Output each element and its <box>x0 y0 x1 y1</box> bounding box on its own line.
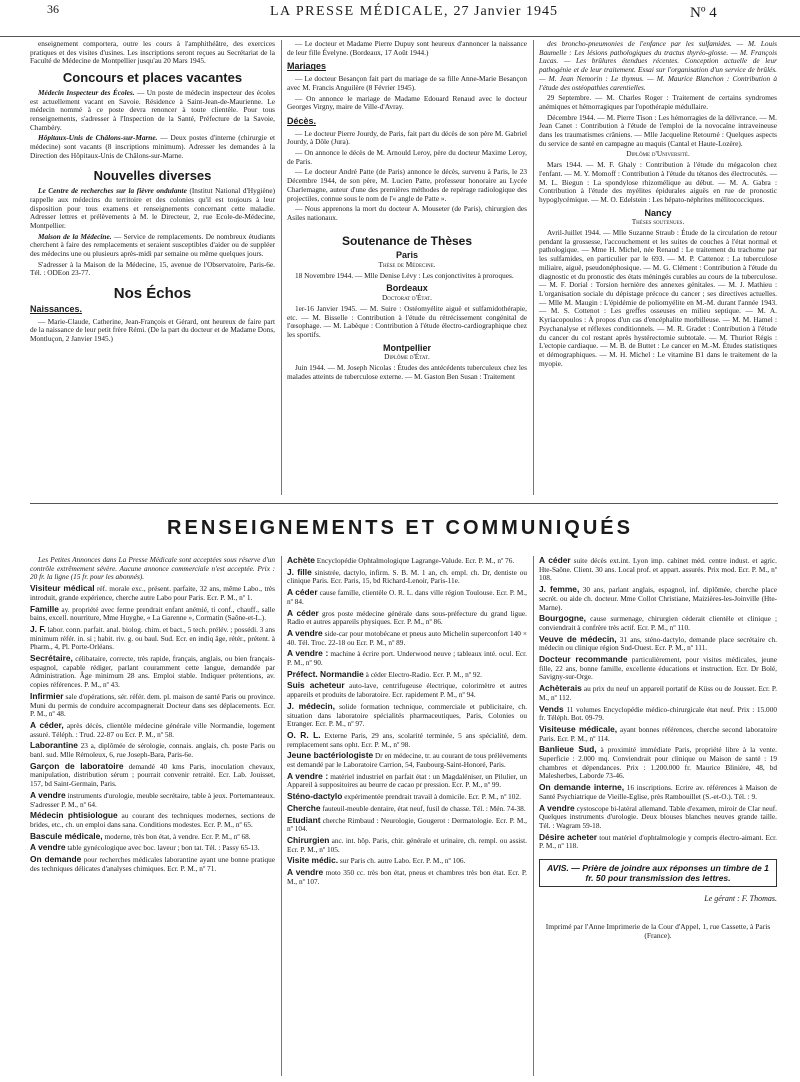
classified-ad <box>287 856 527 866</box>
classified-ad-text: ay. propriété avec ferme prendrait enfant anémié, ti conf., chauff., salle bains, excell. nourriture, Mme Huyghe, « La Garenne », Cormatin (Saône-et-L.). <box>30 604 275 623</box>
classified-ad-text: ayant bonnes références, cherche second laboratoire Paris. Ecr. P. M., nº 114. <box>539 724 777 743</box>
classified-ad-keyword: Suis acheteur <box>287 680 345 691</box>
classified-ad-keyword: Veuve de médecin, <box>539 633 617 644</box>
classified-ad <box>287 568 527 586</box>
classified-ad <box>287 804 527 814</box>
classified-ad-keyword: Préfect. Normandie <box>287 668 364 679</box>
classified-ad-keyword: J. femme, <box>539 584 580 595</box>
classified-ad-text: table gynécologique avec boc. laveur ; bon tat. Tél. : Passy 65-13. <box>67 843 260 853</box>
classified-ad-text: moderne, très bon état, à vendre. Ecr. P. M., nº 68. <box>104 831 251 841</box>
classifieds-column-1 <box>30 556 275 876</box>
classified-ad-keyword: Vends <box>539 703 564 714</box>
classified-ad-text: cause surmenage, chirurgien céderait clientèle et clinique ; conviendrait à confrère très actif. Ecr. P. M., nº 110. <box>539 614 778 632</box>
renseignements-heading: RENSEIGNEMENTS ET COMMUNIQUÉS <box>167 517 633 539</box>
classified-ad <box>287 772 527 790</box>
classified-ad-text: auto-lave, centrifugeuse électrique, colorimètre et autres appareils et produits de laboratoire. Ecr. rapidement P. M., nº 94. <box>287 681 527 700</box>
intro-paragraph: enseignement comportera, outre les cours à l'amphithéâtre, des exercices pratiques et des visites d'usines. Les inscriptions seront reçues au Secrétariat de la Faculté de Médecine de Montpellier jusqu'au 20 Mars 1945. <box>30 39 275 66</box>
deces-item: — Le docteur Pierre Jourdy, de Paris, fait part du décès de son père M. Gabriel Jourdy, à Dôle (Jura). <box>287 128 527 147</box>
classified-ad-keyword: A céder <box>539 555 571 565</box>
classified-ad <box>30 692 275 719</box>
gerant-line: Le gérant : F. Thomas. <box>704 894 777 904</box>
classified-ad <box>287 751 527 769</box>
classifieds-list <box>287 556 527 887</box>
classified-ad-keyword: Famille <box>30 603 59 614</box>
classified-ad <box>539 833 777 851</box>
classified-ad-text: à céder Electro-Radio. Ecr. P. M., nº 92. <box>365 669 482 679</box>
classified-ad-text: Dr en médecine, tr. au courant de tous prélèvements est demandé par le Laboratoire Carrion, 54, Faubourg-Saint-Honoré, Paris. <box>287 751 527 770</box>
city-heading-montpellier: Montpellier <box>382 342 431 353</box>
classified-ad-text: réf. morale exc., présent. parfaite, 32 ans, même Labo., très introduit, grande expérience, cherche autre Labo pour Paris. Ecr. P. M., nº 1. <box>30 584 275 602</box>
classified-ad-text: à proximité immédiate Paris, propriété libre à la vente. Superficie : 2.000 mq. Conviendrait pour clinique ou Maison de santé : 19 chambres et dépendances. Prix : 1.200.000 fr. Maurice Blinière, 48, bd Malesherbes, Laborde 73-46. <box>539 745 777 781</box>
classified-ad-keyword: On demande interne, <box>539 782 625 793</box>
classified-ad-keyword: Sténo-dactylo <box>287 791 343 802</box>
issue-date: 27 Janvier 1945 <box>453 4 558 19</box>
classified-ad <box>30 741 275 759</box>
classified-ad-text: pour recherches médicales laborantine ayant une bonne pratique des techniques délicates d'analyses chimiques. Ecr. P. M., nº 71. <box>30 855 275 873</box>
classified-ad <box>30 605 275 623</box>
classified-ad-text: Externe Paris, 29 ans, scolarité terminée, 5 ans spécialité, dem. remplacement sans opht. Ecr. P. M., nº 98. <box>287 730 528 749</box>
classified-ad <box>287 649 527 667</box>
these-item: des broncho-pneumonies de l'enfance par les sulfamides. — M. Louis Baumelle : Les lésions pathologiques du tractus thyréo-glosse. — M. François Lucas. — Les brûlures étendues récentes. Conception actuelle de leur pathogénie et de leur traitement. Essai sur l'organisation d'un service de brûlés. — M. Jean Nemorin : Le thymus. — M. Maurice Blanchon : Contribution à l'étude des ostéopathies carentielles. <box>539 39 777 92</box>
classified-ad-keyword: A vendre <box>287 627 323 638</box>
classified-ad <box>287 816 527 834</box>
classified-ad <box>30 832 275 842</box>
top-column-3 <box>539 40 777 370</box>
nouvelles-item: Maison de la Médecine. — Service de remplacements. De nombreux étudiants cherchent à faire des remplacements et seraient susceptibles d'aider ou de suppléer des médecins une ou plusieurs après-midi par semaine ou même quelques jours. <box>30 231 275 259</box>
classified-ad <box>287 588 527 606</box>
classified-ad <box>539 684 777 702</box>
classified-ad-text: demandé 40 kms Paris, inoculation chevaux, manipulation, distribution sérum ; pourrait convenir retraité. Ecr. Lab. Jouisset, 157, bd Saint-Germain, Paris. <box>30 761 276 789</box>
classified-ad-text: instruments d'urologie, meuble secrétaire, table à jeux. Portemanteaux. S'adresser P. M., nº 64. <box>30 790 276 809</box>
classified-ad <box>287 670 527 680</box>
classified-ad-keyword: Jeune bactériologiste <box>287 750 374 761</box>
classified-ad-keyword: Banlieue Sud, <box>539 744 597 755</box>
deces-heading: Décès. <box>287 115 317 126</box>
classified-ad-text: Encyclopédie Ophtalmologique Lagrange-Valude. Ecr. P. M., nº 76. <box>316 556 515 565</box>
classified-ad-keyword: Etudiant <box>287 814 321 825</box>
classified-ad-keyword: A vendre <box>30 789 66 800</box>
journal-title <box>270 4 558 20</box>
classified-ad <box>539 783 777 801</box>
classified-ad <box>539 585 777 612</box>
these-item: Juin 1944. — M. Joseph Nicolas : Études des antécédents tuberculeux chez les malades atteints de tuberculose externe. — M. Gaston Ben Susan : Traitement <box>287 363 527 381</box>
classified-ad <box>539 655 777 682</box>
these-item: 29 Septembre. — M. Charles Roger : Traitement de certains syndromes anémiques et hémorragiques par l'opothérapie médullaire. <box>539 93 777 111</box>
city-heading-bordeaux: Bordeaux <box>386 283 428 294</box>
classified-ad-text: anc. int. hôp. Paris, chir. générale et urinaire, ch. rempl. ou assist. Ecr. P. M., nº 105. <box>287 835 527 854</box>
column-divider <box>281 556 282 1076</box>
page-header <box>0 0 800 37</box>
concours-item: Hôpitaux-Unis de Châlons-sur-Marne. — Deux postes d'interne (chirurgie et médecine) sont vacants (8 inscriptions minimum). Adresser les demandes à la Direction des Hôpitaux-Unis de Châlons-sur-Marne. <box>30 133 276 160</box>
classified-ad <box>287 868 527 886</box>
classified-ad-text: side-car pour motobécane et pneus auto Michelin superconfort 140 × 40. Tél. Troc. 22-18 ou Ecr. P. M., nº 89. <box>287 628 527 647</box>
classified-ad-text: labor. conn. parfait. anal. biolog. chim. et bact., 5 tech. prélév. ; possédi. 3 ans minimum référ. in. si ; habit. riv. g. ou baul. Sud. Ecr. en indiq âge, rétér., prétent. à Pharm., 4, Pl. Porte-Orléans. <box>30 624 275 652</box>
classified-ad-text: fauteuil-meuble dentaire, état neuf, fusil de chasse. Tél. : Mén. 74-38. <box>322 803 526 813</box>
classified-ad <box>287 556 527 566</box>
classified-ad-text: 11 volumes Encyclopédie médico-chirurgicale état neuf. Prix : 15.000 fr. Téléph. Bot. 09-79. <box>539 704 777 723</box>
classified-ad-text: gros poste médecine générale dans sous-préfecture du grand ligue. Radio et autres appareils physiques. Ecr. P. M., nº 86. <box>287 608 527 627</box>
classified-ad <box>30 654 275 690</box>
classified-ad <box>30 811 275 829</box>
classified-ad-keyword: A céder <box>287 607 319 618</box>
naissances-heading: Naissances. <box>30 303 83 314</box>
deces-item: — Nous apprenons la mort du docteur A. Mouseter (de Paris), chirurgien des Asiles nationaux. <box>287 204 527 222</box>
diplome-heading: Diplôme d'Université. <box>626 149 690 159</box>
classified-ad-text: cherche Rimbaud : Neurologie, Gougerot : Dermatologie. Ecr. P. M., nº 104. <box>287 815 527 834</box>
classifieds-preamble: Les Petites Annonces dans La Presse Médicale sont acceptées sous réserve d'un contrôle extrêmement sévère. Aucune annonce commerciale n'est acceptée. Prix : 20 fr. la ligne (15 fr. pour les abonnés). <box>30 555 275 582</box>
classified-ad-keyword: Cherche <box>287 802 321 813</box>
deces-item: — Le docteur André Patte (de Paris) annonce le décès, survenu à Paris, le 23 Décembre 1944, de son père, M. Lucien Patte, professeur honoraire au Lycée Charlemagne, auteur d'une des premières méthodes de repérage radiologique des projectiles, connue sous le nom de l'« angle de Patte ». <box>287 167 527 203</box>
classified-ad-keyword: O. R. L. <box>287 729 321 740</box>
top-column-2 <box>287 40 527 384</box>
journal-name: LA PRESSE MÉDICALE, <box>270 4 450 19</box>
classified-ad <box>539 804 777 831</box>
classified-ad <box>539 556 777 583</box>
classified-ad-text: au prix du neuf un appareil portatif de Küss ou de Jousset. Ecr. P. M., nº 112. <box>539 684 777 702</box>
classified-ad-keyword: Bascule médicale, <box>30 830 103 841</box>
classified-ad-keyword: Infirmier <box>30 690 64 701</box>
classified-ad-text: matériel industriel en parfait état : un Magdaléniser, un Pilulier, un Appareil à suppositoires au beurre de cacao pr pression. Ecr. P. M., nº 99. <box>287 771 527 790</box>
classified-ad <box>539 635 777 653</box>
classified-ad-keyword: Docteur recommande <box>539 654 628 665</box>
classified-ad-text: expérimentée prendrait travail à domicile. Ecr. P. M., nº 102. <box>344 792 521 802</box>
imprimeur-line: Imprimé par l'Anne Imprimerie de la Cour d'Appel, 1, rue Cassette, à Paris (France). <box>545 921 771 940</box>
classified-ad-keyword: Laborantine <box>30 740 78 751</box>
classified-ad-keyword: Bourgogne, <box>539 613 586 624</box>
classified-ad-text: cause famille, clientèle O. R. L. dans ville région Toulouse. Ecr. P. M., nº 84. <box>287 588 527 606</box>
classified-ad-keyword: J. fille <box>287 566 312 577</box>
classifieds-list <box>539 556 777 851</box>
mariages-heading: Mariages <box>287 61 327 72</box>
echos-heading: Nos Échos <box>113 285 192 303</box>
classified-ad <box>30 791 275 809</box>
classified-ad-keyword: Médecin phtisiologue <box>30 810 118 821</box>
classified-ad <box>287 731 527 749</box>
classifieds-column-2 <box>287 556 527 889</box>
classified-ad-keyword: Chirurgien <box>287 834 330 845</box>
classified-ad-text: tout matériel d'ophtalmologie y compris électro-aimant. Ecr. P. M., nº 118. <box>539 832 778 851</box>
mariage-item: — On annonce le mariage de Madame Edouard Renaud avec le docteur Georges Virgny, maire de Ville-d'Avray. <box>287 93 527 112</box>
classified-ad-keyword: Désire acheter <box>539 831 598 842</box>
theses-heading: Soutenance de Thèses <box>341 233 473 248</box>
these-item: 1er-16 Janvier 1945. — M. Suire : Ostéomyélite aiguë et sulfamidothérapie, etc. — M. Bisselle : Contribution à l'étude du rétrécissement congénital de l'œsophage. — M. Labèque : Contribution à l'étude électro-cardiographique chez les sportifs. <box>287 303 527 339</box>
classified-ad-keyword: A céder <box>287 587 318 598</box>
classified-ad-text: 23 a, diplômée de sérologie, connais. anglais, ch. poste Paris ou banl. sud. Mlle Rémoleux, 6, rue Joseph-Bara, Paris-6e. <box>30 741 276 760</box>
classified-ad-text: célibataire, correcte, très rapide, français, anglais, ou bien français-espagnol, capable rédiger, parlant couramment cette langue, demandée par Administration. Âge minimum 28 ans. Emploi stable. Indiquer prétentions, av. copies références. P. M., nº 43. <box>30 654 276 690</box>
classified-ad <box>30 843 275 853</box>
classified-ad <box>287 629 527 647</box>
page-number: 36 <box>47 2 59 16</box>
classified-ad-text: sale d'opérations, sér. référ. dem. pl. maison de santé Paris ou province. Muni du permis de conduire accompagnerait Docteur dans ses déplacements. Ecr. P. M., nº 48. <box>30 691 275 719</box>
classified-ad-keyword: A vendre <box>539 802 575 813</box>
classified-ad-keyword: Achèterais <box>539 683 582 694</box>
classified-ad-keyword: A vendre : <box>287 648 329 659</box>
classified-ad <box>539 614 777 632</box>
classified-ad <box>287 792 527 802</box>
these-item: Décembre 1944. — M. Pierre Tison : Les hémorragies de la délivrance. — M. Jean Canet : Contribution à l'étude de l'emploi de la novocaïne intraveineuse dans les traumatismes crâniens. — Mlle Jacqueline Retourné : Quelques aspects du service de santé en campagne au maquis (Cantal et Haute-Lozère). <box>539 112 777 148</box>
classified-ad-text: 31 ans, sténo-dactylo, demande place secrétaire ch. médecin ou clinique région Sud-Ouest. Ecr. P. M., nº 111. <box>539 634 777 653</box>
classified-ad <box>287 609 527 627</box>
these-type: Thèse de Médecine. <box>378 260 436 270</box>
these-type: Thèses soutenues. <box>631 217 685 227</box>
classified-ad-keyword: Visiteuse médicale, <box>539 723 618 734</box>
classifieds-column-3 <box>539 556 777 940</box>
classifieds-list <box>30 584 275 873</box>
deces-item: — On annonce le décès de M. Arnould Leroy, père du docteur Maxime Leroy, de Paris. <box>287 148 527 166</box>
column-divider <box>281 40 282 495</box>
classified-ad-keyword: Garçon de laboratoire <box>30 760 124 771</box>
classified-ad <box>30 721 275 739</box>
these-item: Avril-Juillet 1944. — Mlle Suzanne Straub : Étude de la circulation de retour pendant la grossesse, l'accouchement et les suites de couches à l'état normal et pathologique. — Mme H. Michel, née Renaud : Le traitement du trachome par les sulfamides, en particulier par le 693. — M. P. Cattenoz : La tuberculose miliaire, aiguë, pseudonéphosique. — M. G. Clément : Contribution à l'étude du diagnostic et du pronostic des états méningés curables au cours de la tuberculose. — M. F. Dorial : Torsion hernière des annexes génitales. — M. J. Mathieu : L'organisation sociale du dépistage précoce du cancer ; ses directives actuelles. — Mlle M. Maugin : L'épidémie de poliomyélite en M.-M. durant l'année 1943. — M. S. Cottenot : Les greffes osseuses en milieu septique. — M. A. Kyriacopoulos : À propos d'un cas d'encéphalite morbilleuse. — M. M. Hamel : Psychanalyse et réflexes conditionnels. — M. R. Gradet : Contribution à l'étude du cancer du col restant après hystérectomie subtotale. — M. Thuriot Régis : L'ectopie cardiaque. — M. B. de Buttet : Le cancer en M.-M. Études statistiques et démographiques. — M. H. Michel : Le vitamine B1 dans le traitement de la myopie. <box>539 228 777 368</box>
classified-ad-text: 30 ans, parlant anglais, espagnol, inf. diplômée, cherche place secrét. ou aide ch. docteur. Mme Collot Christiane, Maizières-les-Joinville (Hte-Marne). <box>539 585 777 612</box>
these-type: Doctorat d'État. <box>381 293 433 303</box>
classified-ad <box>539 705 777 723</box>
naissance-item: — Le docteur et Madame Pierre Dupuy sont heureux d'annoncer la naissance de leur fille Évelyne. (Bordeaux, 17 Août 1944.) <box>287 39 527 57</box>
classified-ad-keyword: A vendre <box>30 842 66 853</box>
classified-ad <box>30 855 275 873</box>
classified-ad <box>30 625 275 652</box>
naissances-item: — Marie-Claude, Catherine, Jean-François et Gérard, ont heureux de faire part de la naissance de leur petit frère Rémi. (De la part du docteur et de Madame Dons, Montluçon, 2 Janvier 1945.) <box>30 316 275 343</box>
classified-ad-text: moto 350 cc. très bon état, pneus et chambres très bon état. Ecr. P. M., nº 107. <box>287 868 527 886</box>
column-divider <box>533 556 534 1076</box>
classified-ad-text: suite décès ext.int. Lyon imp. cabinet méd. centre indust. et agric. Hte-Saône. Client. 30 ans. Local prof. et appart. assurés. Prix mod. Ecr. P. M., nº 108. <box>539 556 777 583</box>
city-heading-paris: Paris <box>395 250 419 261</box>
classified-ad <box>30 584 275 602</box>
nouvelles-contact: S'adresser à la Maison de la Médecine, 15, avenue de l'Observatoire, Paris-6e. Tél. : ODEon 23-77. <box>30 259 275 278</box>
classified-ad-keyword: Visite médic. <box>287 855 339 866</box>
concours-heading: Concours et places vacantes <box>62 70 243 86</box>
classified-ad-text: au courant des techniques modernes, sections de brides, etc., ch. un emploi dans sana. Conditions modestes. Ecr. P. M., nº 65. <box>30 811 275 829</box>
concours-item: Médecin Inspecteur des Écoles. — Un poste de médecin inspecteur des écoles est actuellement vacant en Savoie. Résidence à Saint-Jean-de-Maurienne. Le médecin nommé à ce poste devra renoncer à toute clientèle. Pour tous renseignements, s'adresser à l'Inspection de la Santé, Préfecture de la Savoie, Chambéry. <box>30 87 275 132</box>
mariage-item: — Le docteur Besançon fait part du mariage de sa fille Anne-Marie Besançon avec M. Francis Anguilère (8 Février 1945). <box>287 74 527 92</box>
these-item: Mars 1944. — M. F. Ghaly : Contribution à l'étude du mégacolon chez l'enfant. — M. Y. Momoff : Contribution à l'étude du tétanos des électrocutés. — M. L. Biegun : La spondylose rhizomélique au début. — M. A. Gabra : Contribution à l'étude des myélites épidurales aiguës en rue de pronostic hypoglycémique. — M. O. Edelstein : Les hépato-néphrites mélitococciques. <box>539 160 777 204</box>
classified-ad-keyword: A vendre <box>287 867 324 878</box>
nouvelles-heading: Nouvelles diverses <box>93 168 212 184</box>
classified-ad-text: machine à écrire port. Underwood neuve ; tableaux inté. ocul. Ecr. P. M., nº 90. <box>287 649 527 668</box>
these-item: 18 Novembre 1944. — Mlle Denise Lévy : Les conjonctivites à proroques. <box>295 270 514 280</box>
classified-ad-text: solide formation technique, commerciale et publicitaire, ch. situation dans laboratoire spécialités pharmaceutiques, Paris, Colonies ou Etranger. Ecr. P. M., nº 97. <box>287 701 527 729</box>
classified-ad <box>287 702 527 729</box>
classified-ad-text: particulièrement, pour visites médicales, jeune fille, 22 ans, bonne famille, excellente éducations et instruction. Ecr. Dr Bolé, Savigny-sur-Orge. <box>539 655 777 682</box>
classified-ad-text: sinistrée, dactylo, infirm. S. B. M. 1 an, ch. empl. ch. Dr, dentiste ou clinique Paris. Ecr. Paris, 15, bd Richard-Lenoir, Paris-11e. <box>287 567 527 586</box>
classified-ad-keyword: A céder, <box>30 719 64 730</box>
avis-box: AVIS. — Prière de joindre aux réponses un timbre de 1 fr. 50 pour transmission des lettres. <box>539 859 777 887</box>
classified-ad <box>287 836 527 854</box>
classified-ad-text: 16 inscriptions. Ecrire av. références à Maison de Santé Psychiatrique de Vieille-Eglise, près Rambouillet (S.-et-O.). Tél. : 9. <box>539 783 777 801</box>
classified-ad-text: sur Paris ch. autre Labo. Ecr. P. M., nº 106. <box>339 856 466 866</box>
classified-ad <box>30 762 275 789</box>
column-divider <box>533 40 534 495</box>
section-rule <box>30 503 778 504</box>
these-type: Diplôme d'État. <box>384 352 430 362</box>
classified-ad-keyword: On demande <box>30 854 82 865</box>
classified-ad-keyword: A vendre : <box>287 770 329 781</box>
top-column-1 <box>30 40 275 346</box>
classified-ad-keyword: Visiteur médical <box>30 583 95 594</box>
classified-ad-text: après décès, clientèle médecine générale ville Normandie, logement assuré. Téléph. : Trud. 22-87 ou Ecr. P. M., nº 58. <box>30 720 275 739</box>
classified-ad <box>539 725 777 743</box>
issue-number: Nº 4 <box>690 5 717 21</box>
classified-ad-keyword: Secrétaire, <box>30 653 73 664</box>
classified-ad-text: cystoscope bi-latéral allemand. Table d'examen, miroir de Clar neuf. Quelques instruments d'urologie. Deux blouses blanches neuves grande taille. Tél. : Wagram 59-18. <box>539 803 778 830</box>
classified-ad <box>539 745 777 781</box>
city-heading-nancy: Nancy <box>644 207 672 218</box>
classified-ad-keyword: J. F. <box>30 623 46 634</box>
classified-ad-keyword: J. médecin, <box>287 700 335 711</box>
classified-ad-keyword: Achète <box>287 555 315 565</box>
nouvelles-item: Le Centre de recherches sur la fièvre ondulante (Institut National d'Hygiène) rappelle aux médecins du territoire et des colonies qu'il est toujours à leur disposition pour tous examens et renseignements concernant cette maladie. Adresser lettres et prélèvements à M. le Directeur, 2, rue Ecole-de-Médecine, Montpellier. <box>30 186 276 230</box>
classified-ad <box>287 681 527 699</box>
